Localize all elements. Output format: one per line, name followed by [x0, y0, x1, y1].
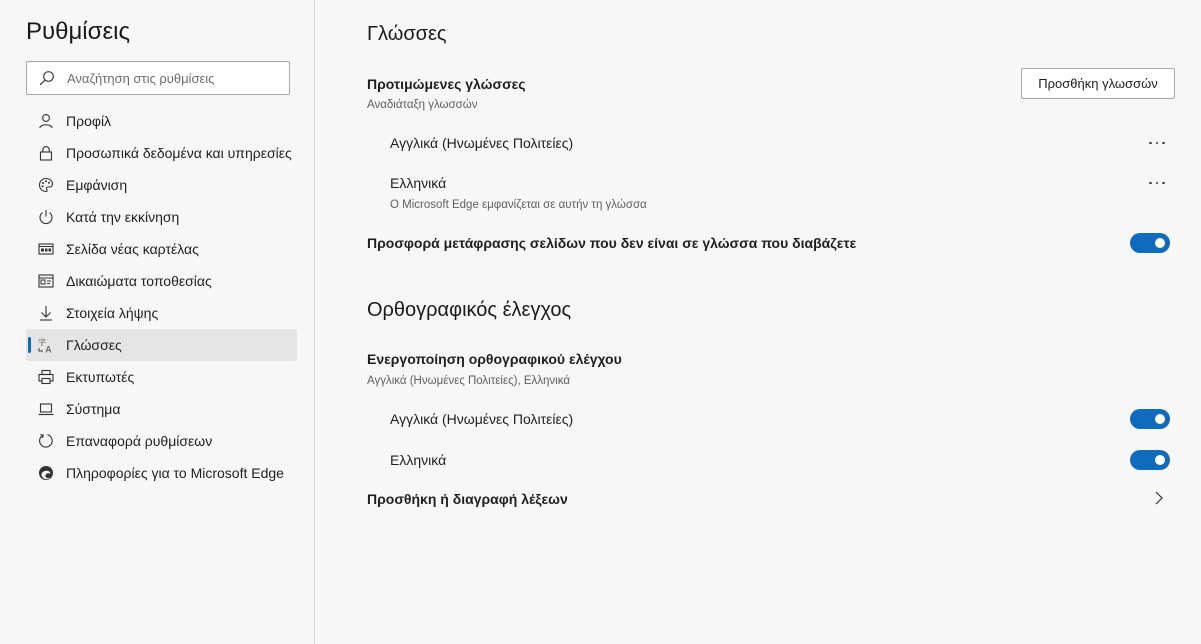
svg-text:A: A	[45, 345, 52, 353]
sidebar-item-new-tab-page[interactable]	[26, 233, 297, 265]
spellcheck-greek-toggle[interactable]	[1130, 450, 1170, 470]
sidebar-item-label: Πληροφορίες για το Microsoft Edge	[66, 465, 284, 481]
enable-spellcheck-sub: Αγγλικά (Ηνωμένες Πολιτείες), Ελληνικά	[367, 375, 570, 387]
add-languages-button[interactable]: Προσθήκη γλωσσών	[1021, 68, 1175, 99]
sidebar-item-site-permissions[interactable]	[26, 265, 297, 297]
more-dot	[1149, 182, 1152, 185]
sidebar-item-profile[interactable]	[26, 105, 297, 137]
language-more-actions-button[interactable]	[1144, 173, 1170, 193]
sidebar-item-label: Στοιχεία λήψης	[66, 305, 159, 321]
chevron-right-icon[interactable]	[1152, 490, 1166, 506]
sidebar-item-label: Επαναφορά ρυθμίσεων	[66, 433, 213, 449]
greek-display-note: Ο Microsoft Edge εμφανίζεται σε αυτήν τη γλώσσα	[390, 199, 647, 211]
power-icon	[38, 209, 54, 225]
sidebar-item-label: Εμφάνιση	[66, 177, 128, 193]
spellcheck-language-english-us: Αγγλικά (Ηνωμένες Πολιτείες)	[390, 411, 574, 427]
more-dot	[1162, 182, 1165, 185]
sidebar-item-label: Προφίλ	[66, 113, 112, 129]
toggle-knob	[1155, 455, 1165, 465]
sidebar-item-label: Γλώσσες	[66, 337, 122, 353]
sidebar-item-label: Σελίδα νέας καρτέλας	[66, 241, 199, 257]
languages-icon	[38, 337, 54, 353]
search-input[interactable]	[67, 62, 285, 94]
sidebar-item-label: Σύστημα	[66, 401, 121, 417]
preferred-languages-label: Προτιμώμενες γλώσσες	[367, 76, 526, 92]
site-permissions-icon	[38, 273, 54, 289]
more-dot	[1149, 142, 1152, 145]
reset-icon	[38, 433, 54, 449]
sidebar-item-on-startup[interactable]	[26, 201, 297, 233]
search-icon	[39, 70, 55, 86]
palette-icon	[38, 177, 54, 193]
sidebar-item-label: Κατά την εκκίνηση	[66, 209, 180, 225]
edge-logo-icon	[38, 465, 54, 481]
search-box[interactable]	[26, 61, 290, 95]
sidebar-item-languages[interactable]	[26, 329, 297, 361]
lock-icon	[38, 145, 54, 161]
sidebar-item-label: Εκτυπωτές	[66, 369, 135, 385]
offer-translate-label: Προσφορά μετάφρασης σελίδων που δεν είναι σε γλώσσα που διαβάζετε	[367, 235, 857, 251]
toggle-knob	[1155, 414, 1165, 424]
sidebar-item-appearance[interactable]	[26, 169, 297, 201]
spellcheck-language-greek: Ελληνικά	[390, 452, 447, 468]
more-dot	[1156, 182, 1159, 185]
sidebar-item-reset-settings[interactable]	[26, 425, 297, 457]
person-icon	[38, 113, 54, 129]
spellcheck-english-toggle[interactable]	[1130, 409, 1170, 429]
language-more-actions-button[interactable]	[1144, 133, 1170, 153]
sidebar-item-downloads[interactable]	[26, 297, 297, 329]
download-icon	[38, 305, 54, 321]
printer-icon	[38, 369, 54, 385]
svg-text:字: 字	[38, 338, 46, 347]
offer-translate-toggle[interactable]	[1130, 233, 1170, 253]
sidebar-item-label: Δικαιώματα τοποθεσίας	[66, 273, 212, 289]
sidebar-item-label: Προσωπικά δεδομένα και υπηρεσίες	[66, 145, 292, 161]
sidebar-item-privacy[interactable]	[26, 137, 297, 169]
preferred-language-greek: Ελληνικά	[390, 175, 447, 191]
more-dot	[1156, 142, 1159, 145]
preferred-language-english-us: Αγγλικά (Ηνωμένες Πολιτείες)	[390, 135, 574, 151]
preferred-languages-sub: Αναδιάταξη γλωσσών	[367, 99, 478, 111]
sidebar-title: Ρυθμίσεις	[26, 18, 131, 45]
sidebar-item-printers[interactable]	[26, 361, 297, 393]
more-dot	[1162, 142, 1165, 145]
add-remove-words-link[interactable]: Προσθήκη ή διαγραφή λέξεων	[367, 491, 568, 507]
sidebar-item-about-edge[interactable]	[26, 457, 297, 489]
languages-section-title: Γλώσσες	[367, 23, 447, 45]
sidebar-item-system[interactable]	[26, 393, 297, 425]
laptop-icon	[38, 401, 54, 417]
new-tab-icon	[38, 241, 54, 257]
enable-spellcheck-label: Ενεργοποίηση ορθογραφικού ελέγχου	[367, 351, 622, 367]
settings-content	[316, 0, 1201, 644]
settings-nav	[26, 105, 297, 489]
settings-sidebar	[0, 0, 315, 644]
toggle-knob	[1155, 238, 1165, 248]
spellcheck-section-title: Ορθογραφικός έλεγχος	[367, 299, 572, 321]
